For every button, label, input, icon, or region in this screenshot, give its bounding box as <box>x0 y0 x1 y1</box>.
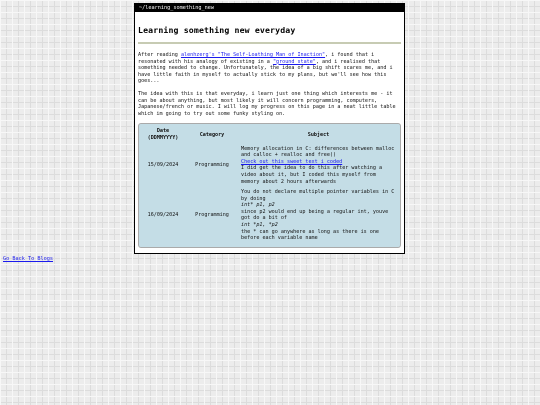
intro-text: , and i realised that something needed to change. Unfortunately, the idea of a big shift scares me, and i have little faith in myself to actually stick to my plans, but we'll see how this goes... <box>138 58 393 85</box>
window-titlebar: ~/learning_something_new <box>135 4 404 12</box>
table-row <box>141 187 398 244</box>
header-category: Category <box>199 131 225 138</box>
intro-text: After reading <box>138 52 181 58</box>
coded-text-link[interactable]: Check out this sweet text i coded <box>241 158 343 165</box>
ground-state-link[interactable]: "ground state" <box>272 58 316 65</box>
row-date: 16/09/2024 <box>147 212 179 219</box>
page-content <box>135 12 404 248</box>
subject-text: Memory allocation in C: differences between malloc and calloc + realloc and free() <box>241 145 395 159</box>
intro-paragraph-1 <box>138 52 401 85</box>
table-row <box>141 144 398 188</box>
main-window <box>134 3 405 254</box>
table-header-row <box>141 126 398 143</box>
article-link[interactable]: alenhzerg's "The Self-Loathing Man of Inaction" <box>180 52 326 58</box>
code-snippet: int *p1, *p2 <box>241 222 278 229</box>
subject-text: You do not declare multiple pointer variables in C by doing <box>241 189 395 202</box>
code-snippet: int* p1, p2 <box>241 202 275 209</box>
row-date: 15/09/2024 <box>147 162 179 169</box>
learning-table <box>141 126 398 244</box>
subject-text: the * can go anywhere as long as there is one before each variable name <box>241 228 380 242</box>
subject-text: since p2 would end up being a regular int, youve got do a bit of <box>241 208 389 222</box>
row-category: Programming <box>195 162 229 169</box>
back-to-blogs-link[interactable]: Go Back To Blogs <box>3 256 53 262</box>
header-subject: Subject <box>307 131 330 138</box>
row-subject <box>239 187 398 244</box>
row-category: Programming <box>195 212 229 219</box>
title-divider <box>138 42 401 44</box>
page-title: Learning something new everyday <box>138 25 296 35</box>
header-date: Date (DDMMYYYY) <box>147 128 179 141</box>
subject-text: I did get the idea to do this after watching a video about it, but I coded this myself from memory about 2 hours afterwards <box>241 165 383 185</box>
intro-text: , i found that i resonated with his analogy of existing in a <box>138 52 375 65</box>
learning-table-container <box>138 123 401 248</box>
row-subject <box>239 144 398 188</box>
intro-paragraph-2: The idea with this is that everyday, i learn just one thing which interests me - it can be about anything, but most likely it will concern programming, computers, Japanese/french or music. I will log my progress on this page in a neat little table which im going to try out some funky styling on. <box>138 90 396 117</box>
